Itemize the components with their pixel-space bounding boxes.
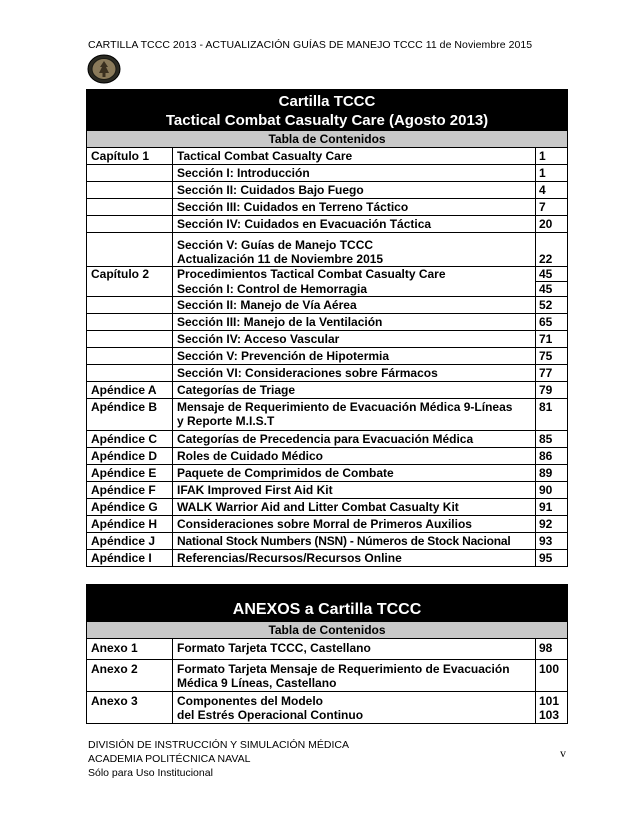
toc-title-cell: Sección IV: Acceso Vascular — [173, 331, 536, 348]
toc-page: 22 — [536, 233, 568, 267]
toc-page: 7 — [536, 199, 568, 216]
toc-title-cell: Paquete de Comprimidos de Combate — [173, 465, 536, 482]
annex-title-cell — [173, 660, 536, 692]
toc-row — [87, 233, 568, 267]
toc-label: Capítulo 2 — [87, 267, 173, 282]
toc-banner — [87, 90, 568, 131]
toc-subtitle: Tactical Combat Casualty Care (Agosto 2013) — [165, 112, 489, 129]
toc-page: 93 — [536, 533, 568, 550]
toc-row — [87, 550, 568, 567]
annex-page-line: 103 — [539, 708, 560, 722]
toc-page: 90 — [536, 482, 568, 499]
annex-title-line: Componentes del Modelo — [177, 694, 324, 708]
page-header: CARTILLA TCCC 2013 - ACTUALIZACIÓN GUÍAS DE MANEJO TCCC 11 de Noviembre 2015 — [88, 39, 533, 51]
toc-label: Apéndice C — [87, 431, 173, 448]
toc-page: 75 — [536, 348, 568, 365]
toc-row — [87, 499, 568, 516]
toc-title-line: Sección V: Guías de Manejo TCCC — [177, 238, 374, 252]
toc-page: 92 — [536, 516, 568, 533]
toc-page: 52 — [536, 297, 568, 314]
annex-title-line: Médica 9 Líneas, Castellano — [177, 676, 337, 690]
annex-table — [86, 584, 567, 724]
toc-title-cell: Sección III: Manejo de la Ventilación — [173, 314, 536, 331]
footer-line-3: Sólo para Uso Institucional — [88, 767, 213, 779]
footer-line-1: DIVISIÓN DE INSTRUCCIÓN Y SIMULACIÓN MÉDICA — [88, 739, 349, 751]
toc-page: 89 — [536, 465, 568, 482]
toc-row — [87, 465, 568, 482]
toc-row — [87, 533, 568, 550]
toc-label — [87, 282, 173, 297]
annex-banner — [87, 585, 568, 622]
toc-title: Cartilla TCCC — [278, 93, 376, 110]
toc-page: 1 — [536, 148, 568, 165]
toc-label: Apéndice G — [87, 499, 173, 516]
toc-title-cell: National Stock Numbers (NSN) - Números de Stock Nacional — [173, 533, 536, 550]
toc-title-line: Actualización 11 de Noviembre 2015 — [177, 252, 384, 266]
annex-title-line: del Estrés Operacional Continuo — [177, 708, 364, 722]
annex-page-line: 101 — [539, 694, 560, 708]
toc-title-cell: Tactical Combat Casualty Care — [173, 148, 536, 165]
toc-title-cell: Sección I: Introducción — [173, 165, 536, 182]
toc-row — [87, 516, 568, 533]
toc-title-cell: Sección I: Control de Hemorragia — [173, 282, 536, 297]
toc-title-cell: Sección II: Cuidados Bajo Fuego — [173, 182, 536, 199]
toc-page: 71 — [536, 331, 568, 348]
toc-row — [87, 148, 568, 165]
toc-title-cell: Sección II: Manejo de Vía Aérea — [173, 297, 536, 314]
annex-row — [87, 692, 568, 724]
toc-label — [87, 331, 173, 348]
toc-row — [87, 431, 568, 448]
annex-title: ANEXOS a Cartilla TCCC — [232, 601, 422, 618]
toc-label: Apéndice H — [87, 516, 173, 533]
annex-row — [87, 660, 568, 692]
toc-title-cell: WALK Warrior Aid and Litter Combat Casualty Kit — [173, 499, 536, 516]
toc-row — [87, 282, 568, 297]
toc-title-cell: Procedimientos Tactical Combat Casualty Care — [173, 267, 536, 282]
toc-row — [87, 267, 568, 282]
toc-label — [87, 165, 173, 182]
toc-label: Apéndice B — [87, 399, 173, 431]
annex-title-cell — [173, 692, 536, 724]
toc-label: Apéndice I — [87, 550, 173, 567]
toc-title-cell — [173, 399, 536, 431]
footer-line-2: ACADEMIA POLITÉCNICA NAVAL — [88, 753, 251, 765]
toc-title-cell: Sección III: Cuidados en Terreno Táctico — [173, 199, 536, 216]
toc-page: 45 — [536, 267, 568, 282]
annex-label: Anexo 1 — [87, 639, 173, 660]
annex-title-line: Formato Tarjeta Mensaje de Requerimiento de Evacuación — [177, 662, 510, 676]
toc-label — [87, 182, 173, 199]
annex-label: Anexo 2 — [87, 660, 173, 692]
toc-title-cell: Categorías de Triage — [173, 382, 536, 399]
toc-row — [87, 297, 568, 314]
toc-page: 79 — [536, 382, 568, 399]
toc-label: Apéndice E — [87, 465, 173, 482]
academy-seal-icon — [87, 54, 121, 84]
toc-label: Apéndice A — [87, 382, 173, 399]
toc-row — [87, 216, 568, 233]
toc-title-cell: Categorías de Precedencia para Evacuación Médica — [173, 431, 536, 448]
toc-row — [87, 182, 568, 199]
toc-page: 20 — [536, 216, 568, 233]
toc-row — [87, 314, 568, 331]
toc-row — [87, 331, 568, 348]
toc-label — [87, 348, 173, 365]
toc-page: 45 — [536, 282, 568, 297]
toc-title-cell: IFAK Improved First Aid Kit — [173, 482, 536, 499]
toc-row — [87, 348, 568, 365]
toc-title-line: Mensaje de Requerimiento de Evacuación Médica 9-Líneas — [177, 400, 513, 414]
annex-header: Tabla de Contenidos — [87, 622, 568, 639]
toc-title-cell: Referencias/Recursos/Recursos Online — [173, 550, 536, 567]
toc-row — [87, 365, 568, 382]
toc-row — [87, 482, 568, 499]
annex-row — [87, 639, 568, 660]
toc-page: 77 — [536, 365, 568, 382]
toc-page: 4 — [536, 182, 568, 199]
toc-label: Apéndice J — [87, 533, 173, 550]
toc-row — [87, 448, 568, 465]
toc-page: 86 — [536, 448, 568, 465]
toc-title-cell: Sección IV: Cuidados en Evacuación Táctica — [173, 216, 536, 233]
annex-label: Anexo 3 — [87, 692, 173, 724]
toc-page: 1 — [536, 165, 568, 182]
toc-label — [87, 314, 173, 331]
toc-row — [87, 399, 568, 431]
toc-table — [86, 89, 567, 567]
toc-label — [87, 233, 173, 267]
toc-title-cell — [173, 233, 536, 267]
annex-page: 98 — [536, 639, 568, 660]
toc-label: Capítulo 1 — [87, 148, 173, 165]
toc-label — [87, 365, 173, 382]
toc-label — [87, 199, 173, 216]
page-number: v — [560, 746, 566, 760]
toc-page: 85 — [536, 431, 568, 448]
toc-label — [87, 216, 173, 233]
toc-title-cell: Roles de Cuidado Médico — [173, 448, 536, 465]
toc-title-cell: Sección V: Prevención de Hipotermia — [173, 348, 536, 365]
toc-title-cell: Consideraciones sobre Morral de Primeros Auxilios — [173, 516, 536, 533]
toc-label: Apéndice D — [87, 448, 173, 465]
toc-header: Tabla de Contenidos — [87, 131, 568, 148]
annex-page: 100 — [536, 660, 568, 692]
toc-page: 81 — [536, 399, 568, 431]
toc-title-cell: Sección VI: Consideraciones sobre Fármacos — [173, 365, 536, 382]
toc-label: Apéndice F — [87, 482, 173, 499]
toc-title-line: y Reporte M.I.S.T — [177, 414, 275, 428]
toc-page: 65 — [536, 314, 568, 331]
annex-title-cell: Formato Tarjeta TCCC, Castellano — [173, 639, 536, 660]
annex-page — [536, 692, 568, 724]
toc-row — [87, 382, 568, 399]
toc-page: 91 — [536, 499, 568, 516]
toc-page: 95 — [536, 550, 568, 567]
toc-row — [87, 199, 568, 216]
toc-row — [87, 165, 568, 182]
toc-label — [87, 297, 173, 314]
